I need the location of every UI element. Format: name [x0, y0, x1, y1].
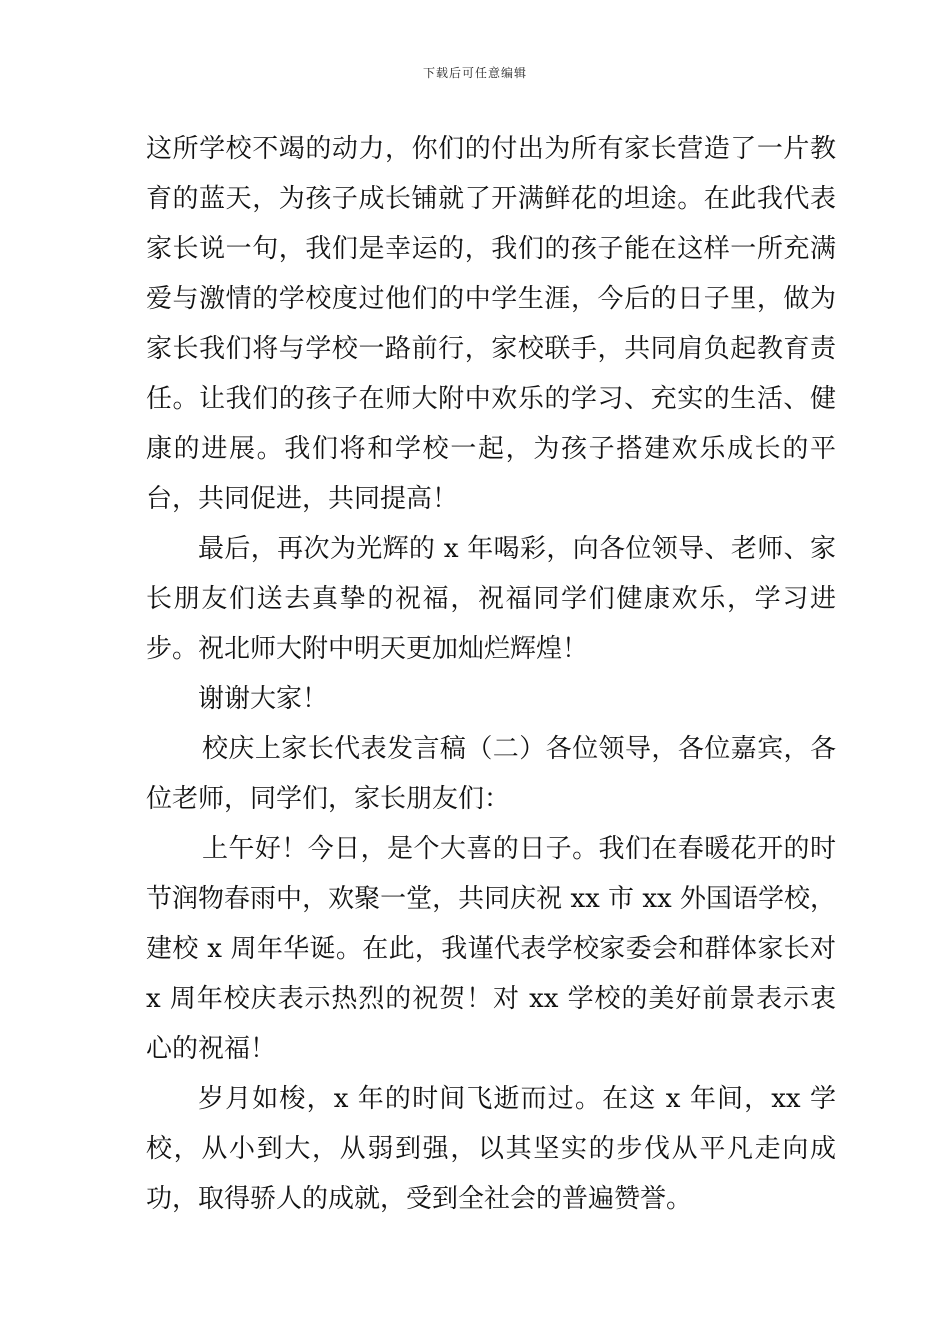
- paragraph-3: 谢谢大家！: [198, 684, 329, 714]
- paragraph-4: 校庆上家长代表发言稿（二）各位领导，各位嘉宾，各位老师，同学们，家长朋友们：: [146, 734, 836, 814]
- paragraph-5: 上午好！今日，是个大喜的日子。我们在春暖花开的时节润物春雨中，欢聚一堂，共同庆祝 xx 市 xx 外国语学校，建校 x 周年华诞。在此，我谨代表学校家委会和群体家长对 x 周年校庆表示热烈的祝贺！对 xx 学校的美好前景表示衷心的祝福！: [146, 834, 836, 1064]
- page-header: 下载后可任意编辑: [422, 66, 527, 80]
- paragraph-6: 岁月如梭，x 年的时间飞逝而过。在这 x 年间，xx 学校，从小到大，从弱到强，以其坚实的步伐从平凡走向成功，取得骄人的成就，受到全社会的普遍赞誉。: [146, 1084, 836, 1214]
- document-body: [146, 124, 836, 1224]
- paragraph-2: 最后，再次为光辉的 x 年喝彩，向各位领导、老师、家长朋友们送去真挚的祝福，祝福同学们健康欢乐，学习进步。祝北师大附中明天更加灿烂辉煌！: [146, 534, 836, 664]
- paragraph-1: 这所学校不竭的动力，你们的付出为所有家长营造了一片教育的蓝天，为孩子成长铺就了开满鲜花的坦途。在此我代表家长说一句，我们是幸运的，我们的孩子能在这样一所充满爱与激情的学校度过他们的中学生涯，今后的日子里，做为家长我们将与学校一路前行，家校联手，共同肩负起教育责任。让我们的孩子在师大附中欢乐的学习、充实的生活、健康的进展。我们将和学校一起，为孩子搭建欢乐成长的平台，共同促进，共同提高！: [146, 134, 836, 514]
